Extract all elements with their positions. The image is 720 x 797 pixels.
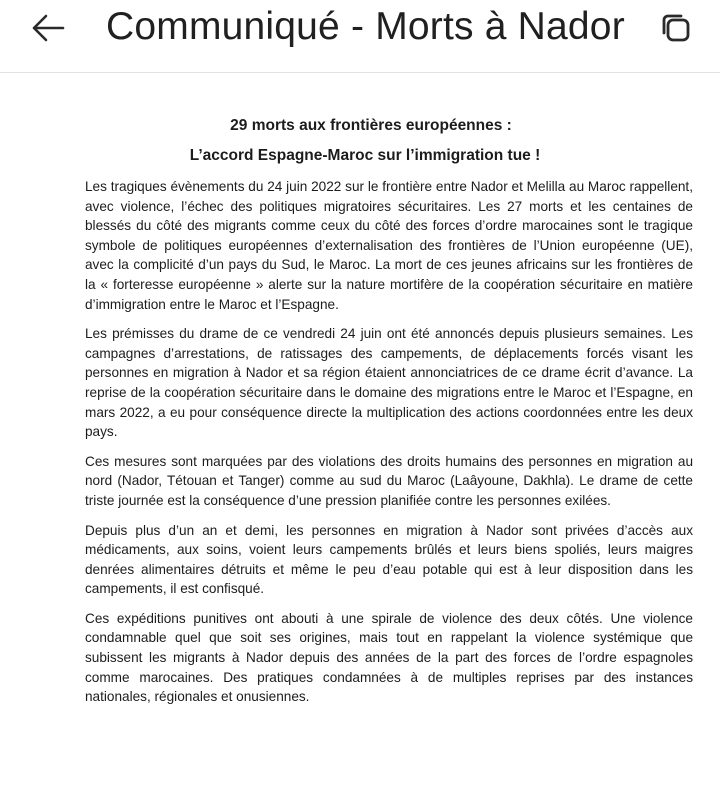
document-heading-main: 29 morts aux frontières européennes : [230, 117, 512, 134]
paragraph-4: Depuis plus d’un an et demi, les personnes en migration à Nador sont privées d’accès aux médicaments, aux soins, voient leurs campements brûlés et leurs biens spoliés, leurs maigres denrées alimentaires détruits et même le peu d’eau potable qui est à leur disposition dans les campements, il est confisqué. [85, 522, 693, 597]
copy-icon [659, 11, 693, 45]
copy-button[interactable] [654, 6, 698, 50]
paragraph-3: Ces mesures sont marquées par des violations des droits humains des personnes en migration au nord (Nador, Tétouan et Tanger) comme au sud du Maroc (Laâyoune, Dakhla). Le drame de cette triste journée est la conséquence d’une pression planifiée contre les personnes exilées. [85, 453, 693, 508]
document-heading-sub: L’accord Espagne-Maroc sur l’immigration tue ! [189, 147, 541, 164]
page-title: Communiqué - Morts à Nador [106, 5, 625, 48]
top-app-bar [0, 0, 720, 73]
communique-document [85, 116, 693, 717]
paragraph-5: Ces expéditions punitives ont abouti à une spirale de violence des deux côtés. Une violence condamnable quel que soit ses origines, mais tout en rappelant la violence systémique que subissent les migrants à Nador depuis des années de la part des forces de l’ordre espagnoles comme marocaines. Des pratiques condamnées à de multiples reprises par des instances nationales, régionales et onusiennes. [85, 610, 693, 705]
arrow-left-icon [30, 13, 66, 43]
paragraph-1: Les tragiques évènements du 24 juin 2022 sur le frontière entre Nador et Melilla au Maroc rappellent, avec violence, l’échec des politiques migratoires sécuritaires. Les 27 morts et les centaines de blessés du côté des migrants comme ceux du côté des forces d’ordre marocaines sont le tragique symbole de politiques européennes d’externalisation des frontières de l’Union européenne (UE), avec la complicité d’un pays du Sud, le Maroc. La mort de ces jeunes africains sur les frontières de la « forteresse européenne » alerte sur la nature mortifère de la coopération sécuritaire en matière d’immigration entre le Maroc et l’Espagne. [85, 179, 693, 312]
paragraph-2: Les prémisses du drame de ce vendredi 24 juin ont été annoncés depuis plusieurs semaines. Les campagnes d’arrestations, de ratissages des campements, de déplacements forcés visant les personnes en migration à Nador et sa région étaient annonciatrices de ce drame écrit d’avance. La reprise de la coopération sécuritaire dans le domaine des migrations entre le Maroc et l’Espagne, en mars 2022, a eu pour conséquence directe la multiplication des actions coordonnées entre les deux pays. [85, 326, 693, 440]
back-button[interactable] [22, 8, 74, 48]
